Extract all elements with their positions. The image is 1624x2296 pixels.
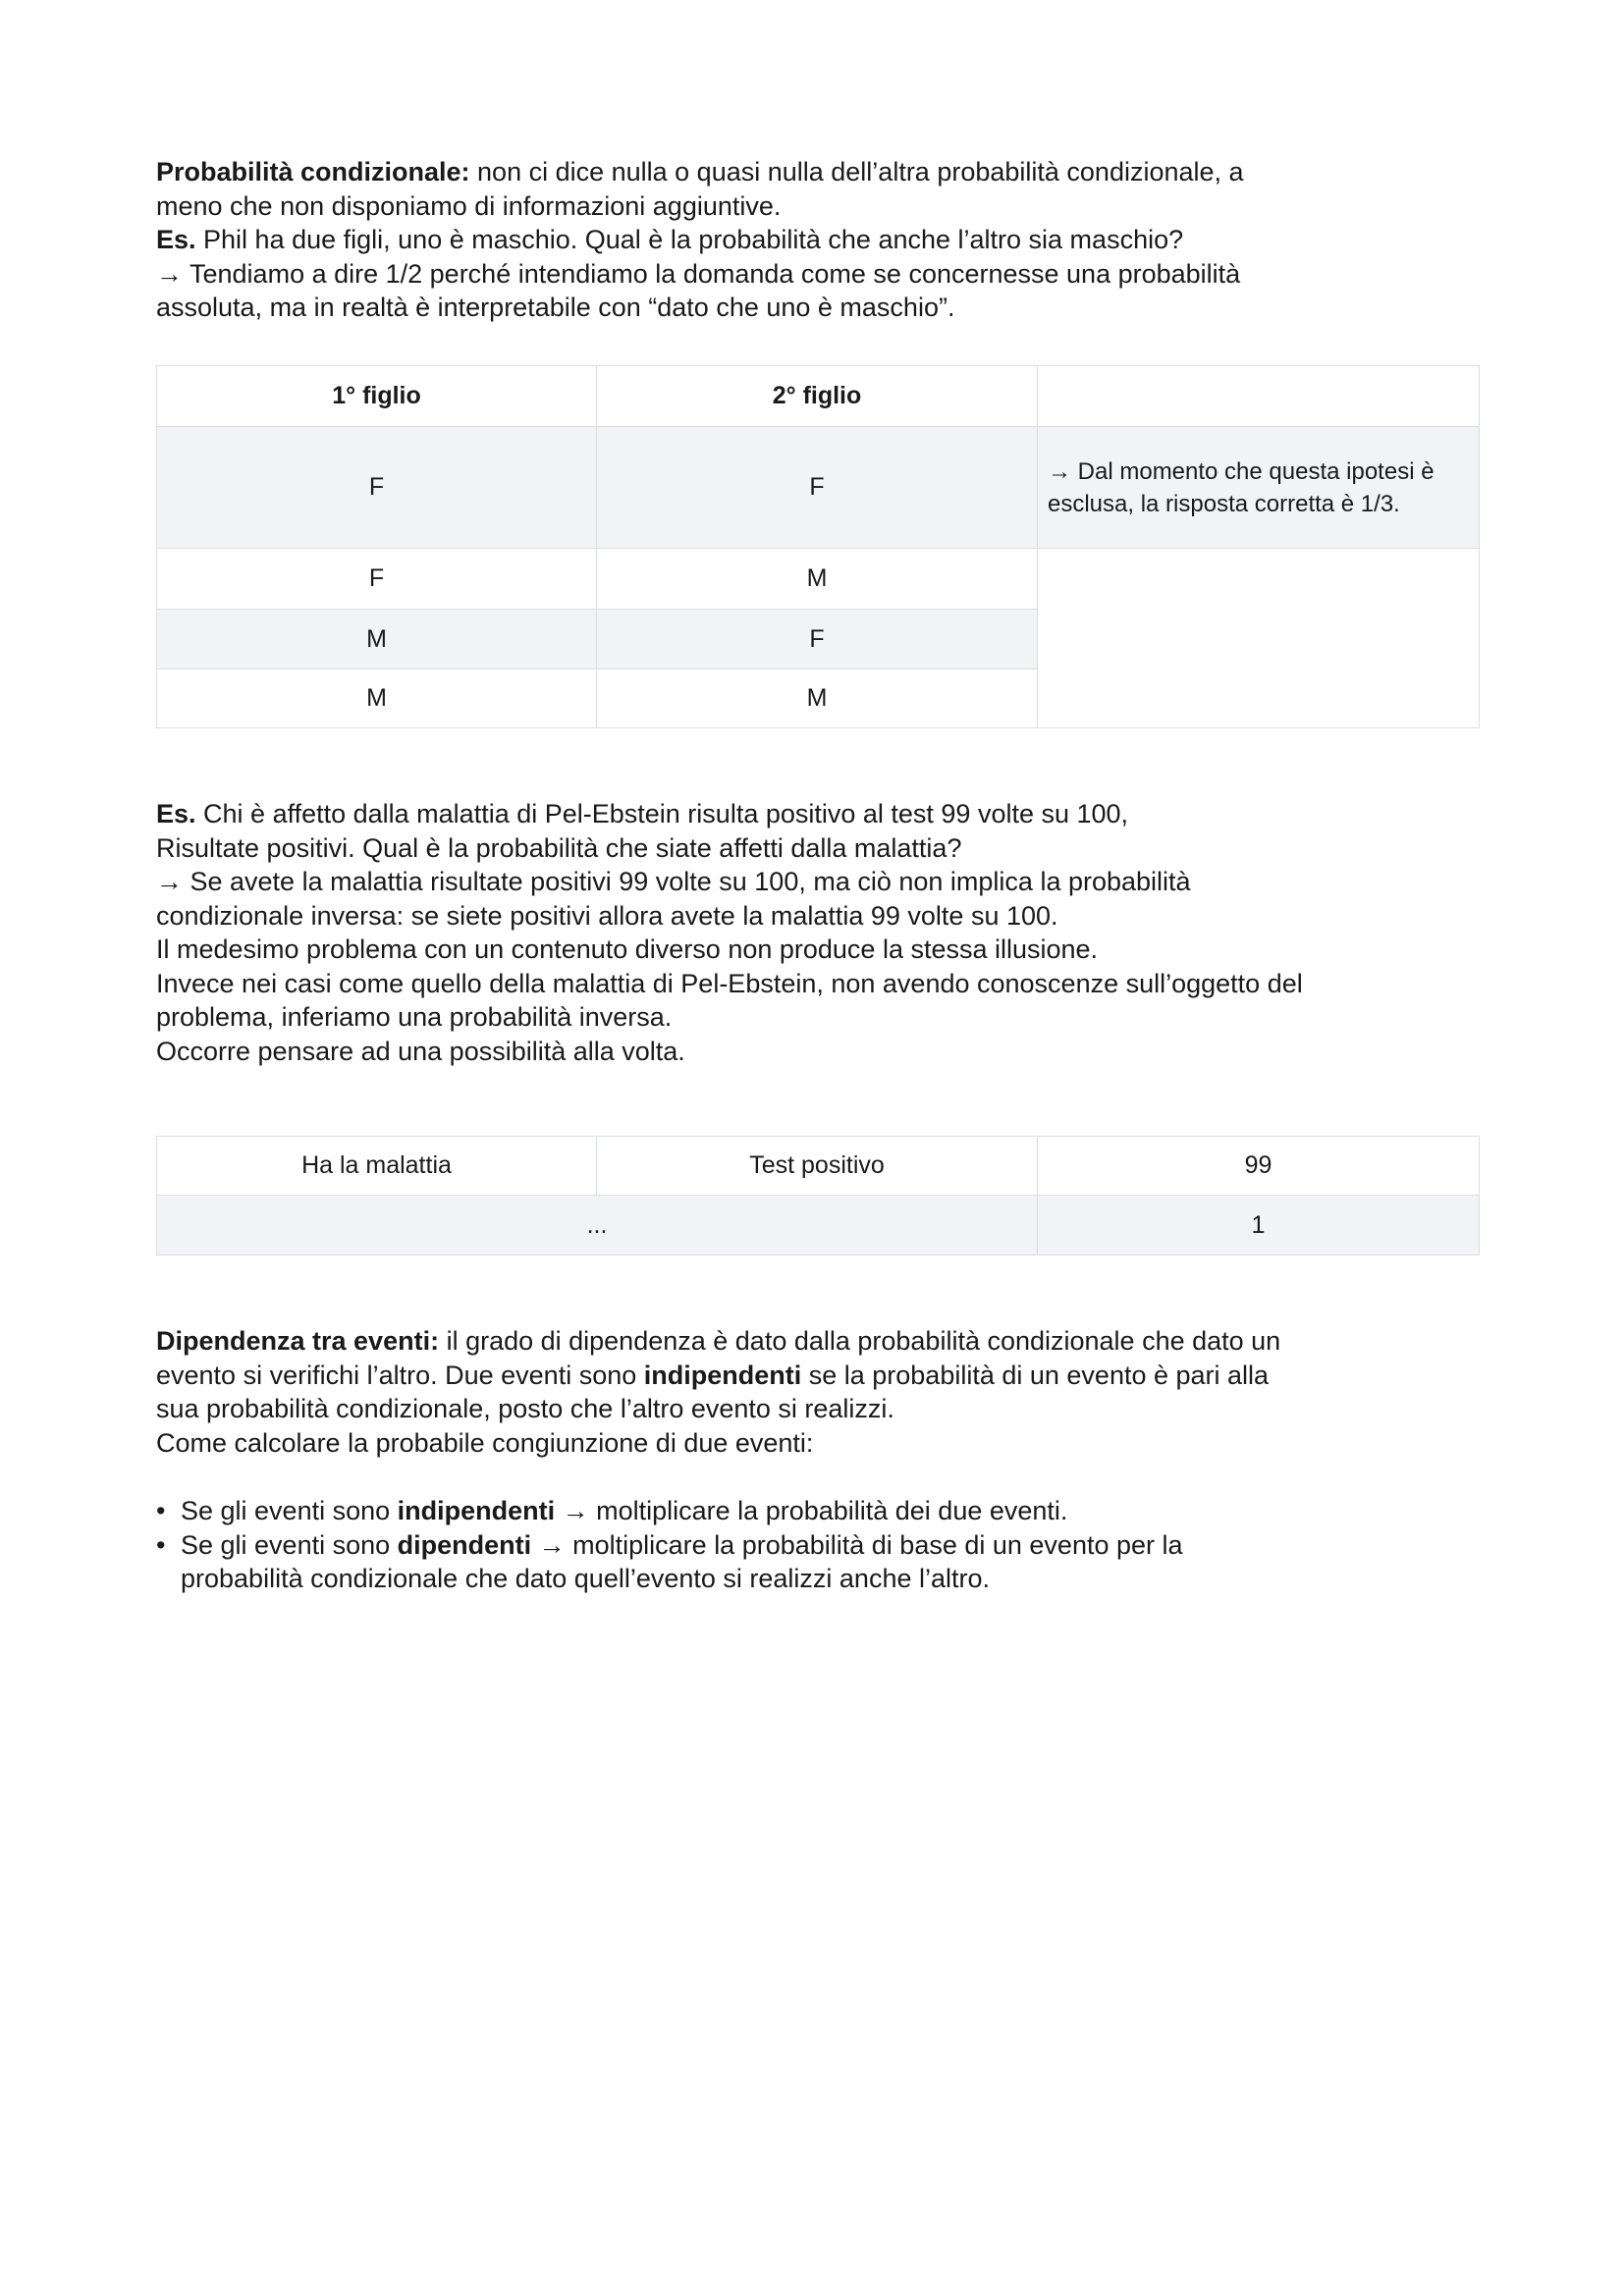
text: probabilità condizionale che dato quell’evento si realizzi anche l’altro. — [181, 1564, 991, 1593]
text: Invece nei casi come quello della malattia di Pel-Ebstein, non avendo conoscenze sull’oggetto del — [156, 968, 1303, 998]
bullet-icon: • — [156, 1529, 166, 1560]
bold-text: Dipendenza tra eventi: — [156, 1326, 440, 1356]
bold-text: indipendenti — [397, 1496, 556, 1525]
cell: 99 — [1038, 1137, 1480, 1196]
cell: Ha la malattia — [157, 1137, 597, 1196]
cell: F — [157, 549, 597, 610]
dependence-paragraph — [156, 1324, 1491, 1460]
text-line — [156, 967, 1491, 1001]
text-line — [156, 155, 1491, 189]
text-line — [156, 223, 1491, 257]
text: Come calcolare la probabile congiunzione di due eventi: — [156, 1427, 814, 1458]
text-line — [156, 291, 1491, 325]
cell: M — [597, 669, 1038, 728]
bold-text: Es. — [156, 225, 196, 254]
children-table — [156, 365, 1480, 728]
text-line — [156, 1562, 1491, 1596]
text: → moltiplicare la probabilità di base di un evento per la — [531, 1529, 1183, 1560]
text: Il medesimo problema con un contenuto diverso non produce la stessa illusione. — [156, 934, 1099, 964]
cell: F — [157, 427, 597, 549]
text: → Se avete la malattia risultate positivi 99 volte su 100, ma ciò non implica la probabilità — [156, 867, 1191, 896]
text-line — [156, 1494, 1491, 1528]
text: Occorre pensare ad una possibilità alla volta. — [156, 1036, 685, 1066]
text-line — [156, 1035, 1491, 1069]
text-line — [156, 189, 1491, 224]
text: problema, inferiamo una probabilità inversa. — [156, 1002, 673, 1032]
text: → Tendiamo a dire 1/2 perché intendiamo la domanda come se concernesse una probabilità — [156, 258, 1241, 289]
text: sua probabilità condizionale, posto che l’altro evento si realizzi. — [156, 1394, 894, 1423]
text-line — [156, 865, 1491, 899]
cell: M — [157, 669, 597, 728]
text-line — [156, 797, 1491, 831]
empty-cell — [1038, 549, 1480, 728]
disease-table — [156, 1136, 1480, 1255]
text-line — [156, 1426, 1491, 1461]
text: meno che non disponiamo di informazioni aggiuntive. — [156, 190, 782, 221]
bold-text: Es. — [156, 799, 196, 828]
example-paragraph — [156, 797, 1491, 1068]
intro-paragraph — [156, 155, 1491, 325]
text: condizionale inversa: se siete positivi allora avete la malattia 99 volte su 100. — [156, 900, 1058, 931]
text: Se gli eventi sono — [181, 1529, 398, 1560]
text-line — [156, 1392, 1491, 1426]
cell: F — [597, 610, 1038, 669]
text-line — [156, 257, 1491, 292]
cell: Test positivo — [597, 1137, 1038, 1196]
bold-text: Probabilità condizionale: — [156, 157, 470, 187]
bullet-icon: • — [156, 1496, 166, 1525]
bullet-list — [156, 1494, 1491, 1596]
text-line — [156, 1359, 1491, 1393]
text-line — [156, 933, 1491, 967]
cell: F — [597, 427, 1038, 549]
note-cell: → Dal momento che questa ipotesi è esclusa, la risposta corretta è 1/3. — [1038, 427, 1480, 549]
text: non ci dice nulla o quasi nulla dell’altra probabilità condizionale, a — [469, 157, 1244, 187]
header-second-child: 2° figlio — [597, 366, 1038, 427]
text: assoluta, ma in realtà è interpretabile con “dato che uno è maschio”. — [156, 293, 955, 322]
cell: 1 — [1038, 1196, 1480, 1255]
text: evento si verifichi l’altro. Due eventi sono — [156, 1360, 644, 1390]
header-first-child: 1° figlio — [157, 366, 597, 427]
cell: M — [597, 549, 1038, 610]
text-line — [156, 899, 1491, 934]
text: Se gli eventi sono — [181, 1496, 398, 1525]
text: Risultate positivi. Qual è la probabilità che siate affetti dalla malattia? — [156, 832, 962, 863]
text-line — [156, 1528, 1491, 1563]
cell: ... — [157, 1196, 1038, 1255]
text: Phil ha due figli, uno è maschio. Qual è la probabilità che anche l’altro sia maschio? — [195, 225, 1184, 254]
text-line — [156, 831, 1491, 866]
cell: M — [157, 610, 597, 669]
bold-text: indipendenti — [643, 1360, 802, 1390]
text-line — [156, 1000, 1491, 1035]
text: Chi è affetto dalla malattia di Pel-Ebstein risulta positivo al test 99 volte su 100, — [195, 799, 1129, 828]
text: se la probabilità di un evento è pari alla — [801, 1360, 1270, 1390]
text-line — [156, 1324, 1491, 1359]
header-note — [1038, 366, 1480, 427]
text: → moltiplicare la probabilità dei due eventi. — [555, 1496, 1068, 1525]
bold-text: dipendenti — [397, 1529, 532, 1560]
text: il grado di dipendenza è dato dalla probabilità condizionale che dato un — [439, 1326, 1281, 1356]
